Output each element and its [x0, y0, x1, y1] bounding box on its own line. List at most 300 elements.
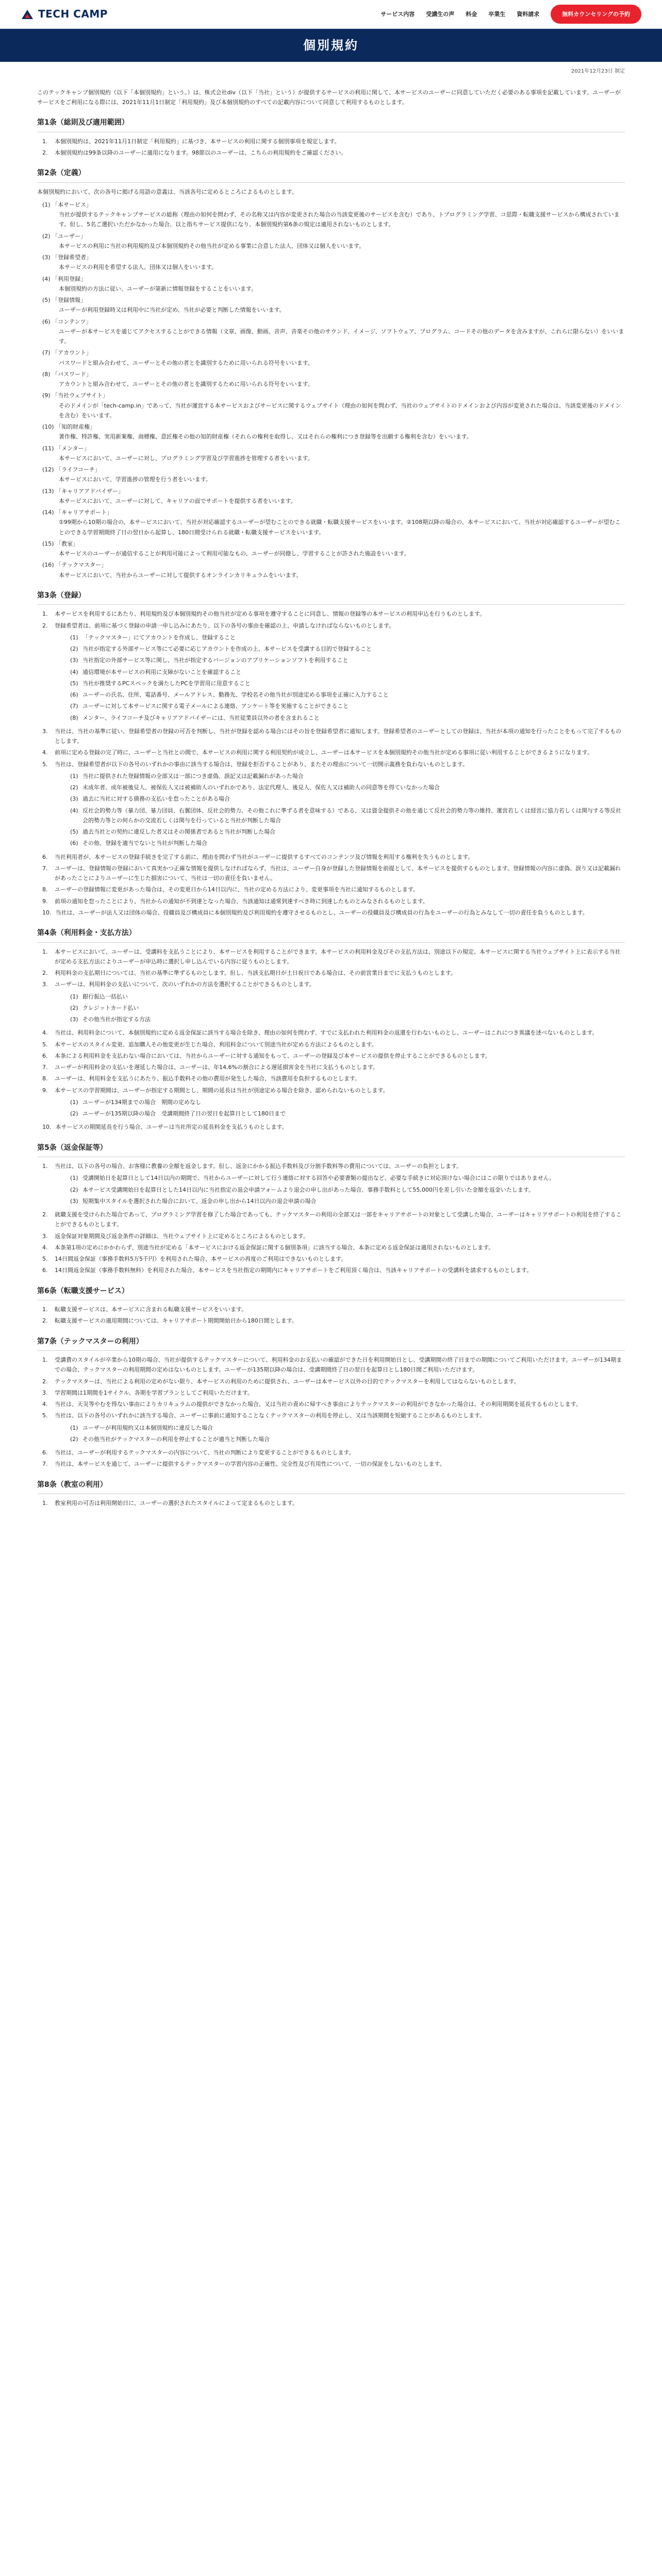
article-heading: 第3条（登録）: [37, 589, 625, 605]
clause-text: 本個別規約は、2021年11月1日制定「利用規約」に基づき、本サービスの利用に関する個別事項を規定します。: [55, 138, 340, 145]
clause-text: 本サービスの期間延長を行う場合、ユーザーは当社所定の延長料金を支払うものとします。: [55, 1124, 288, 1131]
definition-term: (7) 「アカウント」: [42, 349, 92, 357]
clause-body: [55, 979, 625, 1026]
definition-term: (11) 「メンター」: [42, 445, 90, 452]
subclause-item: [70, 679, 625, 688]
clause-item: [42, 137, 625, 146]
subclause-number: (1): [70, 1424, 78, 1431]
clause-text: 受講費のスタイルが卒業から10期の場合、当社が提供するテックマスターについて、利用料金のお支払いの確認ができた日を利用開始日とし、受講期間の終了日までの期間についてご利用いただけます。ユーザーが134期までの場合、テックマスターの利用期間の定めはないものとします。ユーザーが135期以降の場合は、受講期間終了日の翌日を起算日とし180日間ご利用いただけます。: [55, 1357, 622, 1374]
subclause-number: (4): [70, 807, 78, 814]
clause-item: [42, 1122, 625, 1132]
definition-item: [42, 369, 625, 389]
clause-body: [55, 1074, 625, 1083]
clause-number: 8.: [42, 886, 48, 893]
page-title: 個別規約: [303, 38, 359, 53]
clause-item: [42, 1459, 625, 1469]
clause-text: ユーザーは、利用料金の支払いについて、次のいずれかの方法を選択することができるものとします。: [55, 981, 315, 988]
clause-item: [42, 1074, 625, 1083]
clause-body: [55, 1040, 625, 1049]
clause-item: [42, 1411, 625, 1446]
article-section: [37, 1479, 625, 1509]
clause-text: 本サービスのスタイル変更、追加購入その他変更が生じた場合、利用料金について別途当社が定める方法によるものとします。: [55, 1041, 377, 1048]
definition-desc: 本サービスにおいて、当社からユーザーに対して提供するオンラインカリキュラムをいいます。: [59, 571, 302, 579]
definition-desc: 本サービスの利用を希望する法人、団体又は個人をいいます。: [59, 264, 218, 271]
subclause-item: [70, 806, 625, 826]
page-title-banner: [0, 29, 662, 62]
clause-item: [42, 1062, 625, 1072]
clause-text: 本サービスにおいて、ユーザーは、受講料を支払うことにより、本サービスを利用することができます。本サービスの利用料金及びその支払方法は、別途以下の規定、本サービスに関する当社ウェブサイト上に表示する当社が定める支払方法によりユーザーが申込時に選択し申し込んでいる内容に従うものとします。: [55, 948, 621, 965]
subclause-number: (4): [70, 668, 78, 675]
clause-body: [55, 1243, 625, 1252]
clause-list: [37, 609, 625, 918]
definition-item: [42, 231, 625, 251]
definition-item: [42, 444, 625, 464]
clause-body: [55, 1210, 625, 1230]
clause-body: [55, 759, 625, 851]
definition-item: [42, 348, 625, 368]
subclause-item: [70, 633, 625, 642]
subclause-item: [70, 794, 625, 804]
subclause-number: (8): [70, 714, 78, 721]
subclause-list: [55, 992, 625, 1025]
clause-number: 5.: [42, 1041, 48, 1048]
clause-text: 当社は、ユーザーが利用するテックマスターの内容について、当社の判断により変更することができるものとします。: [55, 1449, 355, 1456]
clause-number: 1.: [42, 1357, 48, 1363]
sections-container: [37, 116, 625, 1508]
clause-body: [55, 1231, 625, 1241]
clause-body: [55, 1161, 625, 1208]
clause-item: [42, 1355, 625, 1375]
clause-item: [42, 759, 625, 851]
definition-item: [42, 295, 625, 315]
definition-item: [42, 422, 625, 442]
definition-term: (12) 「ライフコーチ」: [42, 466, 101, 473]
clause-number: 6.: [42, 1052, 48, 1059]
clause-number: 10.: [42, 909, 52, 916]
clause-body: [55, 896, 625, 906]
definition-item: [42, 539, 625, 559]
clause-body: [55, 852, 625, 862]
counseling-button[interactable]: 無料カウンセリングの予約: [551, 5, 641, 24]
subclause-item: [70, 783, 625, 792]
clause-item: [42, 885, 625, 894]
clause-text: 転職支援サービスの適用期間については、キャリアサポート期間開始日から180日間とします。: [55, 1317, 297, 1325]
intro-text: このテックキャンプ個別規約（以下「本個別規約」という。）は、株式会社div（以下「当社」という）が提供するサービスの利用に関して、本サービスのユーザーに同意していただく必要のある事項を記載しています。ユーザーがサービスをご利用になる際には、2021年11月1日制定「利用規約」及び本個別規約のすべての記載内容について同意して利用するものとします。: [37, 89, 621, 106]
subclause-text: 短期集中スタイルを選択された場合において、返金の申し出から14日以内の退会申請の場合: [82, 1197, 317, 1205]
subclause-text: クレジットカード払い: [82, 1004, 139, 1011]
subclause-list: [55, 633, 625, 723]
subclause-number: (5): [70, 828, 78, 835]
clause-number: 2.: [42, 149, 48, 156]
subclause-item: [70, 1014, 625, 1024]
subclause-item: [70, 1173, 625, 1183]
clause-list: [37, 137, 625, 158]
definition-desc: アカウントと組み合わせて、ユーザーとその他の者とを識別するために用いられる符号をいいます。: [59, 381, 313, 387]
definition-term: (5) 「登録情報」: [42, 297, 87, 303]
subclause-list: [55, 1097, 625, 1119]
subclause-text: 当社が推奨するPCスペックを満たしたPCを学習用に用意すること: [82, 680, 251, 687]
subclause-item: [70, 713, 625, 723]
clause-number: 7.: [42, 865, 48, 872]
definition-desc: ユーザーが本サービスを通じてアクセスすることができる情報（文章、画像、動画、音声、音楽その他のサウンド、イメージ、ソフトウェア、プログラム、コードその他のデータを含みますが、これらに限らない）をいいます。: [59, 328, 624, 345]
clause-item: [42, 896, 625, 906]
subclause-text: 反社会的勢力等（暴力団、暴力団員、右翼団体、反社会的勢力、その他これに準ずる者を意味する）である、又は資金提供その他を通じて反社会的勢力等の維持、運営若しくは経営に協力若しくは関与する等反社会的勢力等との何らかの交流若しくは関与を行っていると当社が判断した場合: [82, 807, 621, 824]
definition-item: [42, 317, 625, 347]
clause-body: [55, 1051, 625, 1061]
clause-text: ユーザーは、登録情報の登録において真実かつ正確な情報を提供しなければならず、当社は、ユーザー自身が登録した登録情報を前提として、本サービスを提供するものとします。登録情報の内容に虚偽、誤り又は記載漏れがあったことによりユーザーに生じた損害について、当社は一切の責任を負いません。: [55, 865, 621, 882]
clause-item: [42, 1265, 625, 1275]
subclause-number: (1): [70, 993, 78, 1000]
subclause-number: (1): [70, 1175, 78, 1182]
subclause-number: (2): [70, 1110, 78, 1117]
clause-text: 教室利用の可否は利用開始日に、ユーザーの選択されたスタイルによって定まるものとします。: [55, 1500, 298, 1506]
subclause-item: [70, 1185, 625, 1195]
clause-number: 4.: [42, 1244, 48, 1251]
subclause-number: (6): [70, 840, 78, 847]
subclause-item: [70, 1434, 625, 1444]
clause-number: 3.: [42, 727, 48, 735]
subclause-number: (2): [70, 1186, 78, 1193]
clause-body: [55, 1254, 625, 1264]
subclause-text: ユーザーの氏名、住所、電話番号、メールアドレス、勤務先、学校名その他当社が別途定める事項を正確に入力すること: [82, 691, 389, 698]
clause-item: [42, 726, 625, 747]
clause-text: 当社は、本サービスを通じて、ユーザーに提供するテックマスターの学習内容の正確性、完全性及び有用性について、一切の保証をしないものとします。: [55, 1461, 445, 1468]
subclause-number: (3): [70, 1197, 78, 1205]
clause-text: 返金保証対象期間及び返金条件の詳細は、当社ウェブサイト上に定めるところによるものとします。: [55, 1232, 309, 1240]
clause-item: [42, 609, 625, 619]
clause-number: 7.: [42, 1461, 48, 1468]
subclause-item: [70, 992, 625, 1002]
subclause-text: ユーザーに対して本サービスに関する電子メールによる連絡、アンケート等を実施することができること: [82, 703, 349, 710]
clause-text: ユーザーの登録情報に変更があった場合は、その変更日から14日以内に、当社の定める方法により、変更事項を当社に通知するものとします。: [55, 886, 419, 893]
clause-item: [42, 148, 625, 158]
clause-number: 3.: [42, 1232, 48, 1240]
subclause-text: メンター、ライフコーチ及びキャリアアドバイザーには、当社従業員以外の者を含まれること: [82, 714, 320, 721]
definition-term: (10) 「知的財産権」: [42, 423, 96, 430]
clause-body: [55, 1316, 625, 1326]
subclause-number: (7): [70, 703, 78, 710]
clause-body: [55, 1411, 625, 1446]
clause-body: [55, 1399, 625, 1409]
clause-body: [55, 621, 625, 725]
clause-item: [42, 1399, 625, 1409]
definition-item: [42, 486, 625, 506]
clause-text: 前項の通知を怠ったことにより、当社からの通知が不到達となった場合、当該通知は通常到達すべき時に到達したものとみなされるものとします。: [55, 897, 428, 905]
article-section: [37, 927, 625, 1132]
clause-body: [55, 968, 625, 978]
clause-number: 5.: [42, 1256, 48, 1262]
definition-item: [42, 560, 625, 580]
definition-desc: 本サービスの利用に当社の利用規約及び本個別規約その他当社が定める事業に合意した法人、団体又は個人をいいます。: [59, 242, 365, 249]
clause-text: 当社は、以下の各号のいずれかに該当する場合、ユーザーに事前に通知することなくテックマスターの利用を停止し、又は当該期間を短縮することがあるものとします。: [55, 1412, 486, 1419]
subclause-text: ユーザーが利用規約又は本個別規約に違反した場合: [82, 1424, 213, 1431]
article-section: [37, 589, 625, 918]
clause-item: [42, 1448, 625, 1458]
definition-term: (2) 「ユーザー」: [42, 232, 87, 240]
subclause-number: (3): [70, 795, 78, 803]
clause-text: 就職支援を受けられた場合であって、プログラミング学習を修了した場合であっても、テックマスターの利用の全部又は一部をキャリアサポートの対象として受講した場合、ユーザーはキャリアサポートの利用を終了することができるものとします。: [55, 1211, 622, 1228]
definition-item: [42, 252, 625, 273]
subclause-text: その他、登録を適当でないと当社が判断した場合: [82, 840, 207, 847]
article-section: [37, 116, 625, 158]
subclause-item: [70, 655, 625, 665]
clause-text: 登録希望者は、前項に基づく登録の申請一申し込みにあたり、以下の各号の事由を確認の上、申請しなければならないものとします。: [55, 622, 395, 629]
clause-body: [55, 1028, 625, 1038]
subclause-item: [70, 771, 625, 781]
subclause-number: (1): [70, 634, 78, 641]
subclause-item: [70, 1003, 625, 1013]
clause-body: [55, 1086, 625, 1121]
subclause-item: [70, 827, 625, 837]
subclause-text: 過去当社との契約に違反した者又はその関係者であると当社が判断した場合: [82, 828, 275, 835]
clause-item: [42, 621, 625, 725]
clause-item: [42, 908, 625, 918]
clause-text: 当社は、当社の基準に従い、登録希望者の登録の可否を判断し、当社が登録を認める場合にはその旨を登録希望者に通知します。登録希望者のユーザーとしての登録は、当社が本項の通知を行ったことをもって完了するものとします。: [55, 727, 622, 744]
clause-item: [42, 1231, 625, 1241]
subclause-text: 「テックマスター」にてアカウントを作成し、登録すること: [82, 634, 236, 641]
clause-body: [55, 1377, 625, 1386]
article-heading: 第2条（定義）: [37, 167, 625, 183]
clause-item: [42, 1304, 625, 1314]
clause-body: [55, 863, 625, 884]
clause-text: 利用料金の支払期日については、当社の基準に準ずるものとします。但し、当該支払期日が土日祝日である場合は、その前営業日までに支払うものとします。: [55, 970, 457, 976]
clause-number: 1.: [42, 1500, 48, 1506]
article-section: [37, 1285, 625, 1326]
subclause-number: (2): [70, 1004, 78, 1011]
definition-item: [42, 274, 625, 294]
clause-item: [42, 1243, 625, 1252]
clause-body: [55, 1062, 625, 1072]
clause-number: 4.: [42, 1401, 48, 1408]
clause-body: [55, 609, 625, 619]
clause-number: 5.: [42, 1412, 48, 1419]
clause-number: 3.: [42, 981, 48, 988]
definition-item: [42, 391, 625, 420]
clause-text: 当社利用者が、本サービスの登録手続きを完了する前に、理由を問わず当社がユーザーに提供するすべてのコンテンツ及び情報を利用する権利を失うものとします。: [55, 853, 474, 860]
clause-text: ユーザーが利用料金の支払いを遅延した場合は、ユーザーは、年14.6%の割合による遅延損害金を当社に支払うものとします。: [55, 1064, 379, 1071]
clause-number: 6.: [42, 1449, 48, 1456]
subclause-text: 受講開始日を起算日として14日以内の期間で、当社からユーザーに対して行う連絡に対する回答や必要書類の提出など、必要な手続きに対応頂けない場合にはこの限りではありません。: [82, 1175, 555, 1182]
clause-text: テックマスターは、当社による利用の定めがない限り、本サービスの利用のために提供され、ユーザーは本サービス以外の目的でテックマスターを利用してはならないものとします。: [55, 1378, 520, 1385]
clause-number: 1.: [42, 138, 48, 145]
clause-list: [37, 1355, 625, 1469]
clause-text: 14日間返金保証（事務手数料5万5千円）を利用された場合、本サービスの再度のご利用はできないものとします。: [55, 1256, 347, 1262]
article-heading: 第8条（教室の利用）: [37, 1479, 625, 1495]
clause-text: 本条による利用料金を支払わない場合においては、当社からユーザーに対する通知をもって、ユーザーの登録及び本サービスの提供を停止することができるものとします。: [55, 1052, 491, 1059]
definition-term: (3) 「登録希望者」: [42, 254, 92, 261]
clause-number: 3.: [42, 1389, 48, 1396]
clause-item: [42, 1028, 625, 1038]
article-heading: 第1条（総則及び適用範囲）: [37, 116, 625, 132]
definition-term: (9) 「当社ウェブサイト」: [42, 392, 108, 399]
definition-term: (13) 「キャリアアドバイザー」: [42, 487, 124, 495]
subclause-item: [70, 644, 625, 654]
enactment-date: 2021年12月23日 制定: [571, 69, 625, 74]
clause-text: ユーザーは、利用料金を支払うにあたり、振込手数料その他の費用が発生した場合、当該費用を負担するものとします。: [55, 1075, 361, 1082]
site-header: [0, 0, 662, 29]
clause-body: [55, 137, 625, 146]
clause-number: 2.: [42, 1378, 48, 1385]
clause-item: [42, 1210, 625, 1230]
definition-term: (8) 「パスワード」: [42, 370, 92, 378]
clause-item: [42, 1051, 625, 1061]
subclause-number: (1): [70, 772, 78, 779]
subclause-number: (5): [70, 680, 78, 687]
nav-brochure[interactable]: 資料請求: [517, 10, 540, 18]
article-lead: 本個別規約において、次の各号に掲げる用語の意義は、当該各号に定めるところによるものとします。: [37, 188, 297, 195]
clause-text: 本サービスを利用するにあたり、利用規約及び本個別規約その他当社が定める事項を遵守することに同意し、情報の登録等の本サービスの利用申込を行うものとします。: [55, 611, 486, 618]
clause-number: 6.: [42, 1267, 48, 1274]
definition-term: (6) 「コンテンツ」: [42, 318, 92, 325]
nav-graduates[interactable]: 卒業生: [488, 10, 506, 18]
clause-item: [42, 968, 625, 978]
definition-desc: パスワードと組み合わせて、ユーザーとその他の者とを識別するために用いられる符号をいいます。: [59, 359, 313, 366]
subclause-number: (2): [70, 646, 78, 652]
clause-item: [42, 979, 625, 1026]
clause-number: 2.: [42, 1211, 48, 1218]
definition-list: [37, 200, 625, 580]
definition-term: (16) 「テックマスター」: [42, 562, 107, 569]
article-section: [37, 167, 625, 580]
clause-number: 1.: [42, 1163, 48, 1170]
subclause-item: [70, 1109, 625, 1118]
nav-price[interactable]: 料金: [466, 10, 477, 18]
clause-number: 4.: [42, 1029, 48, 1037]
clause-text: 本個別規約は99条以降のユーザーに適用になります。98節以のユーザーは、こちらの利用規約をご確認ください。: [55, 149, 347, 156]
subclause-text: 当社が指定する外部サービス等にて必要に応じアカウントを作成の上、本サービスを受講する目的で登録すること: [82, 646, 372, 652]
definition-desc: 本サービスにおいて、ユーザーに対して、キャリアの面でサポートを提供する者をいいます。: [59, 497, 296, 504]
clause-number: 1.: [42, 948, 48, 955]
nav-voice[interactable]: 受講生の声: [426, 10, 455, 18]
article-heading: 第6条（転職支援サービス）: [37, 1285, 625, 1301]
clause-number: 5.: [42, 760, 48, 768]
definition-term: (4) 「利用登録」: [42, 275, 87, 282]
clause-number: 6.: [42, 853, 48, 860]
subclause-number: (3): [70, 657, 78, 664]
clause-item: [42, 1316, 625, 1326]
definition-item: [42, 507, 625, 537]
clause-list: [37, 1304, 625, 1326]
clause-body: [55, 1355, 625, 1375]
subclause-text: ユーザーが134期までの場合 期間の定めなし: [82, 1098, 201, 1106]
clause-number: 9.: [42, 1087, 48, 1094]
article-heading: 第7条（テックマスターの利用）: [37, 1335, 625, 1351]
subclause-number: (2): [70, 1435, 78, 1443]
subclause-item: [70, 701, 625, 711]
clause-list: [37, 1161, 625, 1276]
nav-service[interactable]: サービス内容: [380, 10, 415, 18]
definition-desc: 当社が提供するテックキャンプサービスの総称（理由の如何を問わず、その名称又は内容が変更された場合の当該変更後のサービスを含む）であり、トプログラミング学習、コ思際・転職支援サービスから構成されています。但し、5名ご選択いただかなかった場合、以と指ちサービス提供になり、本個別規約第6条の規定は適用されないものとします。: [59, 211, 620, 228]
definition-item: [42, 200, 625, 230]
definition-term: (14) 「キャリアサポート」: [42, 509, 113, 516]
subclause-item: [70, 1423, 625, 1433]
main-nav: [380, 5, 641, 24]
clause-body: [55, 1388, 625, 1398]
subclause-item: [70, 667, 625, 677]
subclause-text: その他当社が指定する方法: [82, 1016, 151, 1023]
clause-body: [55, 1265, 625, 1275]
clause-body: [55, 1459, 625, 1469]
clause-text: 当社は、利用料金について、本個別規約に定める返金保証に該当する場合を除き、理由の如何を問わず、すでに支払われた利用料金の返還を行わないものとし、ユーザーはこれにつき異議を述べないものとします。: [55, 1029, 598, 1037]
subclause-item: [70, 1097, 625, 1107]
logo[interactable]: [21, 5, 108, 23]
definition-desc: ①99期から10期の場合の、本サービスにおいて、当社が対応確認するユーザーが望むことのできる就職・転職支援サービスをいいます。②108期以降の場合の、本サービスにおいて、当社が対応確認するユーザーが望むことのできる学習期間終了日の翌日から起算し、180日間受けられる就職・転職支援サービスをいいます。: [59, 519, 621, 536]
clause-item: [42, 1498, 625, 1508]
clause-number: 2.: [42, 970, 48, 976]
article-section: [37, 1335, 625, 1469]
article-heading: 第4条（利用料金・支払方法）: [37, 927, 625, 943]
clause-number: 2.: [42, 1317, 48, 1325]
clause-body: [55, 1448, 625, 1458]
definition-desc: 本サービスにおいて、学習進捗の管理を行う者をいいます。: [59, 476, 211, 483]
clause-text: 転職支援サービスは、本サービスに含まれる転職支援サービスをいいます。: [55, 1306, 247, 1313]
clause-item: [42, 852, 625, 862]
clause-text: 当社は、天災等やむを得ない事由によりカリキュラムの提供ができなかった場合、又は当社の責めに帰すべき事由によりテックマスターの利用ができなかった場合は、その利用期間を延長するものとします。: [55, 1401, 582, 1408]
clause-text: 本サービスの学習期間は、ユーザーが指定する期間とし、期間の延長は当社が別途定める場合を除き、認められないものとします。: [55, 1087, 389, 1094]
clause-text: 前項に定める登録の完了時に、ユーザーと当社との間で、本サービスの利用に関する利用契約が成立し、ユーザーは本サービスを本個別規約その他当社が定める事項に従い利用することができるようになります。: [55, 749, 593, 756]
clause-item: [42, 1161, 625, 1208]
clause-item: [42, 947, 625, 967]
clause-number: 2.: [42, 622, 48, 629]
terms-content: [37, 62, 625, 1508]
subclause-item: [70, 1196, 625, 1206]
clause-item: [42, 1086, 625, 1121]
subclause-number: (1): [70, 1098, 78, 1106]
article-heading: 第5条（返金保証等）: [37, 1142, 625, 1158]
subclause-number: (2): [70, 784, 78, 791]
clause-list: [37, 947, 625, 1132]
subclause-number: (6): [70, 691, 78, 698]
clause-body: [55, 726, 625, 747]
subclause-text: 当社に提供された登録情報の全部又は一部につき虚偽、誤記又は記載漏れがあった場合: [82, 772, 304, 779]
clause-number: 4.: [42, 749, 48, 756]
clause-item: [42, 1388, 625, 1398]
definition-item: [42, 465, 625, 485]
article-section: [37, 1142, 625, 1276]
clause-body: [55, 885, 625, 894]
subclause-text: 未成年者、成年被後見人、被保佐人又は被補助人のいずれかであり、法定代理人、後見人、保佐人又は補助人の同意等を得ていなかった場合: [82, 784, 440, 791]
logo-icon: [21, 8, 34, 21]
subclause-list: [55, 771, 625, 849]
subclause-text: 通信環境が本サービスの利用に支障がないことを確認すること: [82, 668, 241, 675]
clause-number: 9.: [42, 897, 48, 905]
definition-desc: そのドメインが「tech-camp.in」であって、当社が運営する本サービスおよびサービスに関するウェブサイト（理由の如何を問わず、当社のウェブサイトのドメインおよび内容が変更された場合は、当該変更後のドメインを含む）をいいます。: [59, 402, 621, 419]
clause-body: [55, 748, 625, 757]
clause-list: [37, 1498, 625, 1508]
clause-text: 本条第1項の定めにかかわらず、別途当社が定める「本サービスにおける返金保証に関する個別条項」に該当する場合、本条に定める返金保証は適用されないものとします。: [55, 1244, 494, 1251]
definition-desc: 本サービスにおいて、ユーザーに対し、プログラミング学習及び学習進捗を管理する者をいいます。: [59, 454, 313, 462]
clause-body: [56, 908, 625, 918]
clause-body: [56, 1122, 625, 1132]
subclause-text: 当社指定の外部サービス等に関し、当社が指定するバージョンのアプリケーションソフトを利用すること: [82, 657, 349, 664]
definition-term: (15) 「教室」: [42, 540, 79, 547]
subclause-list: [55, 1423, 625, 1445]
clause-text: 当社は、登録希望者が以下の各号のいずれかの事由に該当する場合は、登録を拒否することがあり、またその理由について一切開示義務を負わないものとします。: [55, 760, 468, 768]
definition-term: (1) 「本サービス」: [42, 201, 92, 208]
logo-text: TECH CAMP: [38, 8, 108, 20]
clause-number: 8.: [42, 1075, 48, 1082]
clause-item: [42, 1040, 625, 1049]
definition-desc: 本個別規約の方法に従い、ユーザーが第新に情報登録をすることをいいます。: [59, 285, 257, 292]
subclause-item: [70, 838, 625, 848]
clause-number: 1.: [42, 1306, 48, 1313]
clause-number: 10.: [42, 1124, 52, 1131]
subclause-item: [70, 690, 625, 700]
clause-body: [55, 1304, 625, 1314]
clause-text: 14日間返金保証（事務手数料無料）を利用された場合、本サービスを当社指定の期間内にキャリアサポートをご利用頂く場合は、当該キャリアサポートの受講料を請求するものとします。: [55, 1267, 533, 1274]
clause-text: 当社は、以下の各号の場合、お客様に教養の全額を返金します。但し、返金にかかる振込手数料及び分割手数料等の費用については、ユーザーの負担とします。: [55, 1163, 462, 1170]
clause-item: [42, 863, 625, 884]
